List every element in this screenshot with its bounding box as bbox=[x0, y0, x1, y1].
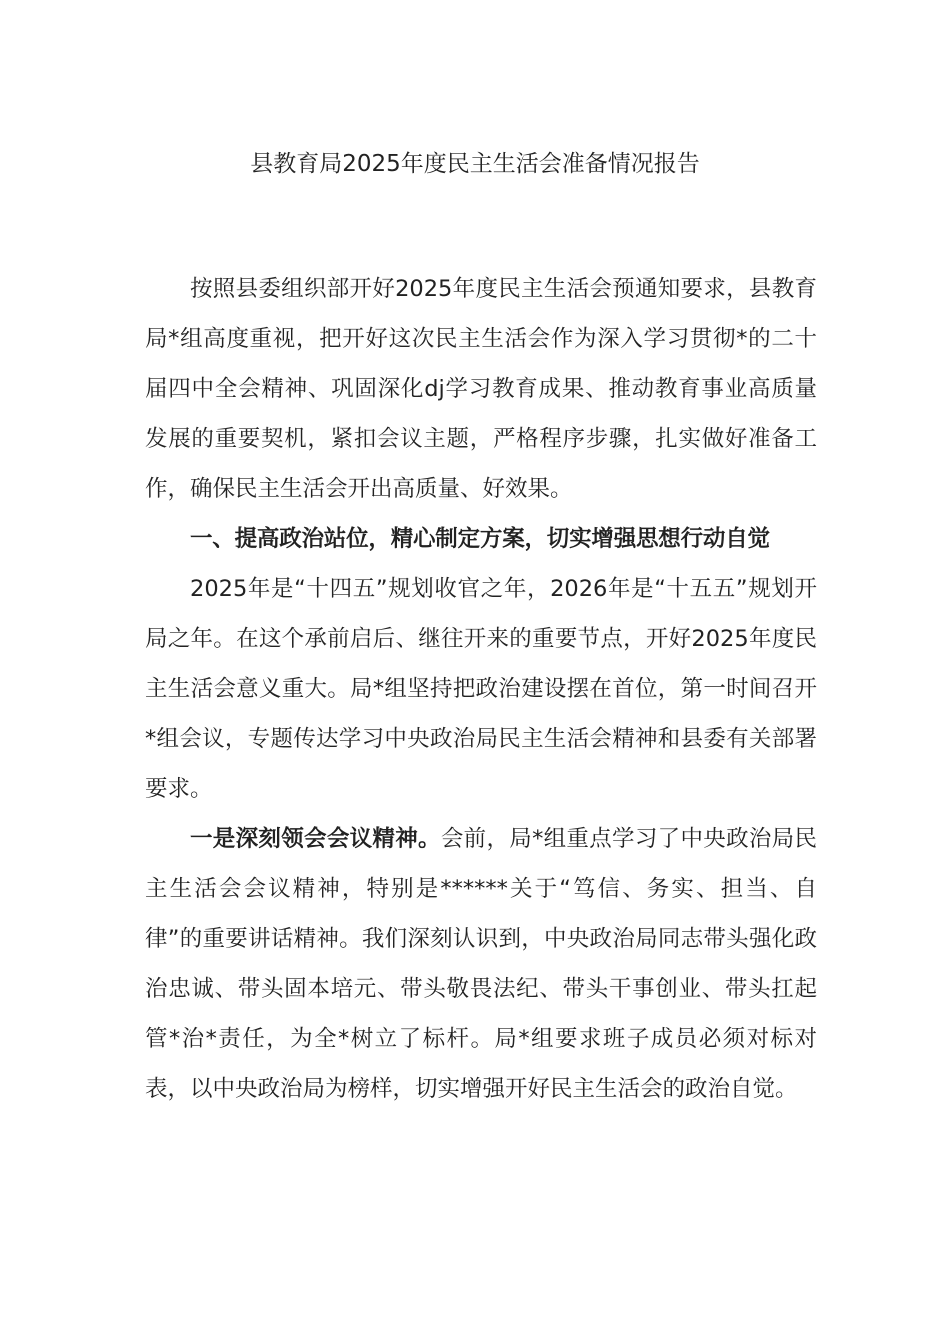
section-1-heading: 一、提高政治站位，精心制定方案，切实增强思想行动自觉 bbox=[190, 526, 770, 552]
point-1-text: 会前，局*组重点学习了中央政治局民主生活会会议精神，特别是******关于“笃信、务实、担当、自律”的重要讲话精神。我们深刻认识到，中央政治局同志带头强化政治忠诚、带头固本培元、带头敬畏法纪、带头干事创业、带头扛起管*治*责任，为全*树立了标杆。局*组要求班子成员必须对标对表，以中央政治局为榜样，切实增强开好民主生活会的政治自觉。 bbox=[145, 826, 817, 1102]
section-1-paragraph: 2025年是“十四五”规划收官之年，2026年是“十五五”规划开局之年。在这个承前启后、继往开来的重要节点，开好2025年度民主生活会意义重大。局*组坚持把政治建设摆在首位，第一时间召开*组会议，专题传达学习中央政治局民主生活会精神和县委有关部署要求。 bbox=[145, 576, 817, 802]
point-1-lead: 一是深刻领会会议精神。 bbox=[190, 826, 441, 852]
document-title: 县教育局2025年度民主生活会准备情况报告 bbox=[250, 151, 700, 177]
point-1-paragraph bbox=[145, 814, 817, 1114]
intro-paragraph: 按照县委组织部开好2025年度民主生活会预通知要求，县教育局*组高度重视，把开好这次民主生活会作为深入学习贯彻*的二十届四中全会精神、巩固深化dj学习教育成果、推动教育事业高质量发展的重要契机，紧扣会议主题，严格程序步骤，扎实做好准备工作，确保民主生活会开出高质量、好效果。 bbox=[145, 276, 817, 502]
document-body bbox=[145, 264, 817, 1114]
